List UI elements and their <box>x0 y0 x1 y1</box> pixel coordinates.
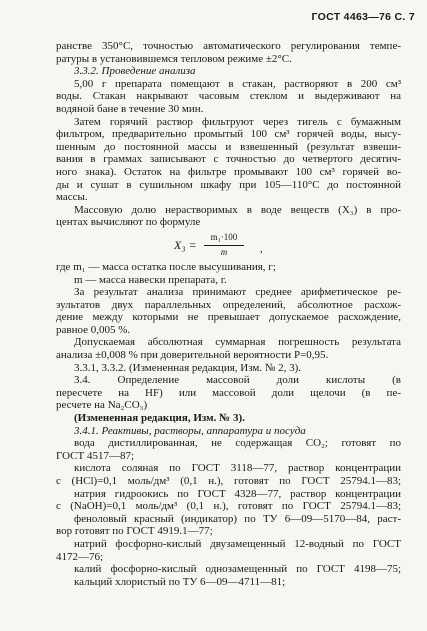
text-line: кальций хлористый по ТУ 6—09—4711—81; <box>74 575 286 588</box>
text-line: фильтром, предварительно промытый 100 см³ горячей воды, высу- <box>56 128 401 141</box>
page-header: ГОСТ 4463—76 С. 7 <box>311 11 415 23</box>
formula-trail: , <box>260 242 263 255</box>
text-line: c (NaOH)=0,1 моль/дм³ (0,1 н.), готовят по ГОСТ 25794.1—83; <box>56 500 401 513</box>
section-heading: 3.4. Определение массовой доли кислоты (в <box>74 374 401 387</box>
text-line: Массовую долю нерастворимых в воде веществ (X₃) в про- <box>74 203 401 216</box>
text-line: равное 0,005 %. <box>56 323 131 336</box>
text-line: водяной бане в течение 30 мин. <box>56 102 204 115</box>
text-line: воды. Стакан накрывают часовым стеклом и выдерживают на <box>56 90 401 103</box>
text-line: зультатов двух параллельных определений, абсолютное расхож- <box>56 298 401 311</box>
text-line: ранстве 350°С, точностью автоматического регулирования темпе- <box>56 40 401 52</box>
text-line: феноловый красный (индикатор) по ТУ 6—09—5170—84, раст- <box>74 512 401 525</box>
text-line: вор готовят по ГОСТ 4919.1—77; <box>56 525 213 538</box>
amendment-note: 3.3.1, 3.3.2. (Измененная редакция, Изм. № 2, 3). <box>74 361 302 374</box>
text-line: кислота соляная по ГОСТ 3118—77, раствор концентрации <box>74 462 401 475</box>
text-line: натрия гидроокись по ГОСТ 4328—77, раствор концентрации <box>74 487 401 500</box>
text-line: дение между которыми не превышает допускаемое расхождение, <box>56 311 401 324</box>
text-line: вода дистиллированная, не содержащая CO₂; готовят по <box>74 437 401 450</box>
formula-fraction <box>204 231 244 258</box>
text-line: где m₁ — масса остатка после высушивания, г; <box>56 260 276 273</box>
text-line: ного знака). Остаток на фильтре промывают 100 см³ горячей во- <box>56 165 401 178</box>
text-line: калий фосфорно-кислый однозамещенный по ГОСТ 4198—75; <box>74 563 401 576</box>
text-line: шенным до постоянной массы и взвешенный (результат взвеши- <box>56 140 401 153</box>
text-line: массы. <box>56 191 88 204</box>
text-line: пересчете на HF) или массовой доли щелочи (в пе- <box>56 386 401 399</box>
text-line: ды и сушат в сушильном шкафу при 105—110°С до постоянной <box>56 178 401 191</box>
text-line: ресчете на Na₂CO₃) <box>56 399 148 412</box>
section-heading: 3.4.1. Реактивы, растворы, аппаратура и посуда <box>74 424 306 437</box>
text-line: натрий фосфорно-кислый двузамещенный 12-водный по ГОСТ <box>74 537 401 550</box>
formula <box>56 229 401 261</box>
text-line: Допускаемая абсолютная суммарная погрешность результата <box>74 336 401 349</box>
text-line: анализа ±0,008 % при доверительной вероятности P=0,95. <box>56 349 329 362</box>
text-line: центах вычисляют по формуле <box>56 216 201 229</box>
section-heading: 3.3.2. Проведение анализа <box>74 65 196 78</box>
text-line: ГОСТ 4517—87; <box>56 449 135 462</box>
formula-numerator: m₁·100 <box>204 231 244 246</box>
document-body <box>56 40 401 588</box>
text-line: За результат анализа принимают среднее арифметическое ре- <box>74 286 401 299</box>
formula-lhs: X₃ = <box>174 237 197 252</box>
formula-denominator: m <box>220 246 228 257</box>
text-line: вания в граммах записывают с точностью до четвертого десятич- <box>56 153 401 166</box>
text-line: ратуры в установившемся тепловом режиме ±2°С. <box>56 52 292 65</box>
text-line: 5,00 г препарата помещают в стакан, растворяют в 200 см³ <box>74 77 401 90</box>
text-line: m — масса навески препарата, г. <box>74 273 227 286</box>
amendment-note: (Измененная редакция, Изм. № 3). <box>74 412 245 425</box>
text-line: 4172—76; <box>56 550 104 563</box>
text-line: Затем горячий раствор фильтруют через тигель с бумажным <box>74 115 401 128</box>
text-line: c (HCl)=0,1 моль/дм³ (0,1 н.), готовят по ГОСТ 25794.1—83; <box>56 475 401 487</box>
